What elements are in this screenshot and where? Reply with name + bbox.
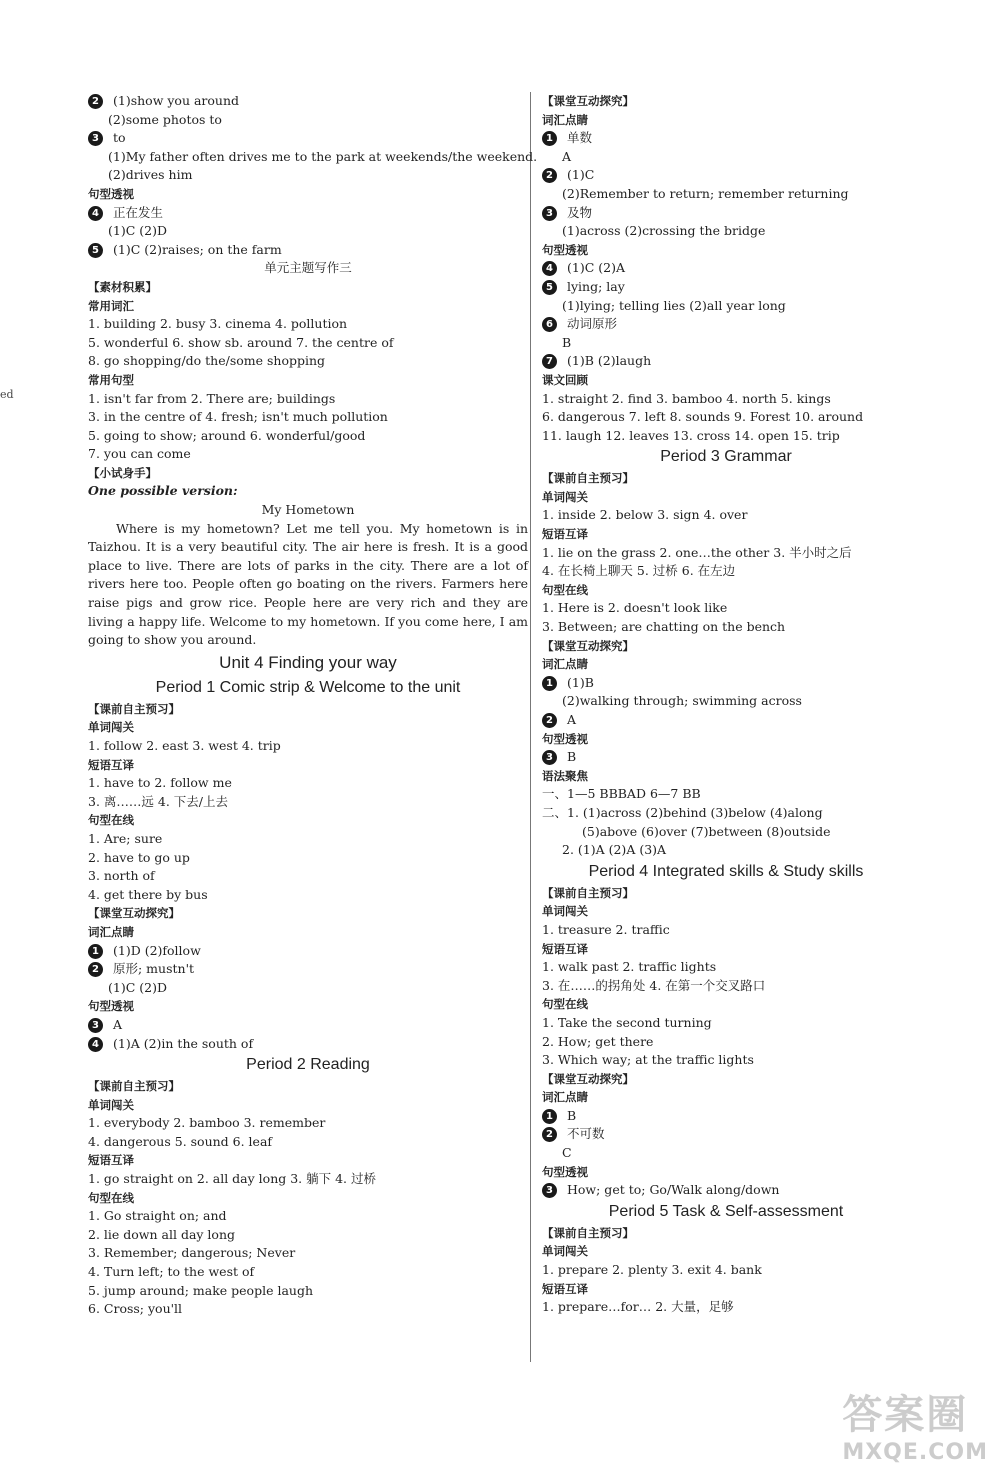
answer-line: 1. straight 2. find 3. bamboo 4. north 5. kings: [542, 390, 831, 406]
section-subheading: 句型在线: [542, 582, 588, 597]
answer-line: 1. Here is 2. doesn't look like: [542, 600, 728, 616]
section-subheading: 短语互译: [542, 1281, 588, 1296]
answer-line: 4. dangerous 5. sound 6. leaf: [88, 1133, 273, 1149]
number-badge-icon: 1: [542, 676, 557, 691]
answer-line: 5. wonderful 6. show sb. around 7. the centre of: [88, 334, 394, 350]
unit-title: Unit 4 Finding your way: [219, 652, 397, 672]
section-subheading: 句型透视: [542, 242, 588, 257]
answer-line: 1. Go straight on; and: [88, 1208, 227, 1224]
answer-line: 8. go shopping/do the/some shopping: [88, 353, 326, 369]
answer-subline: (1)C (2)D: [108, 223, 167, 239]
answer-item: [542, 1181, 910, 1200]
answer-text: How; get to; Go/Walk along/down: [567, 1182, 780, 1198]
answer-line: 4. Turn left; to the west of: [88, 1264, 255, 1280]
answer-line: 1. lie on the grass 2. one…the other 3. 半小时之后: [542, 544, 852, 560]
section-heading: 【课堂互动探究】: [542, 638, 634, 653]
section-heading: 【课前自主预习】: [542, 885, 634, 900]
number-badge-icon: 1: [88, 944, 103, 959]
answer-text: 原形; mustn't: [113, 961, 195, 977]
section-heading: 【素材积累】: [88, 279, 157, 294]
section-subheading: 短语互译: [88, 1153, 134, 1168]
answer-line: 1. follow 2. east 3. west 4. trip: [88, 738, 281, 753]
number-badge-icon: 4: [88, 206, 103, 221]
answer-subline: 2. (1)A (2)A (3)A: [562, 842, 667, 858]
answer-item: [542, 674, 910, 693]
section-subheading: 短语互译: [88, 757, 134, 772]
answer-item: [542, 129, 910, 148]
number-badge-icon: 3: [542, 1183, 557, 1198]
answer-item: [542, 352, 910, 371]
answer-text: (1)B (2)laugh: [567, 353, 652, 369]
number-badge-icon: 2: [88, 94, 103, 109]
section-heading: 【课前自主预习】: [542, 471, 634, 486]
answer-item: [542, 315, 910, 334]
answer-line: 1. everybody 2. bamboo 3. remember: [88, 1115, 326, 1131]
number-badge-icon: 3: [88, 131, 103, 146]
number-badge-icon: 7: [542, 354, 557, 369]
answer-item: [542, 748, 910, 767]
answer-item: [88, 129, 528, 148]
period-title: Period 1 Comic strip & Welcome to the unit: [155, 678, 461, 696]
number-badge-icon: 5: [88, 243, 103, 258]
section-subheading: 词汇点睛: [542, 1090, 588, 1105]
section-subheading: 短语互译: [542, 527, 588, 542]
number-badge-icon: 2: [542, 1127, 557, 1142]
answer-text: B: [567, 1107, 577, 1123]
answer-text: lying; lay: [567, 278, 625, 294]
answer-text: 动词原形: [567, 316, 618, 332]
answer-text: (1)C (2)A: [567, 260, 625, 276]
centered-title: 单元主题写作三: [264, 260, 352, 276]
answer-subline: C: [562, 1145, 572, 1161]
answer-line: 1. go straight on 2. all day long 3. 躺下 4. 过桥: [88, 1171, 376, 1187]
section-subheading: 句型在线: [542, 997, 588, 1012]
answer-subline: (1)C (2)D: [108, 979, 167, 995]
number-badge-icon: 2: [542, 168, 557, 183]
answer-line: 3. north of: [88, 868, 155, 884]
section-subheading: 常用句型: [88, 372, 134, 387]
answer-line: 6. Cross; you'll: [88, 1301, 183, 1317]
answer-text: (1)show you around: [113, 93, 240, 108]
answer-item: [542, 1125, 910, 1144]
answer-item: [542, 166, 910, 185]
answer-line: 二、1. (1)across (2)behind (3)below (4)along: [542, 804, 823, 820]
section-subheading: 句型透视: [88, 999, 134, 1014]
answer-item: [88, 942, 528, 961]
answer-item: [542, 711, 910, 730]
answer-item: [542, 204, 910, 223]
period-title: Period 3 Grammar: [660, 448, 792, 466]
number-badge-icon: 4: [88, 1037, 103, 1052]
answer-text: A: [113, 1016, 123, 1032]
section-subheading: 句型在线: [88, 1190, 134, 1205]
section-heading: 【课前自主预习】: [88, 701, 180, 716]
answer-subline: (1)across (2)crossing the bridge: [562, 223, 766, 239]
answer-line: 1. prepare 2. plenty 3. exit 4. bank: [542, 1262, 762, 1278]
answer-subline: B: [562, 334, 572, 350]
section-heading: 【小试身手】: [88, 465, 157, 480]
number-badge-icon: 2: [88, 962, 103, 977]
answer-subline: (2)some photos to: [108, 111, 222, 127]
section-heading: 【课前自主预习】: [88, 1079, 180, 1094]
centered-title: My Hometown: [261, 502, 355, 518]
section-subheading: 单词闯关: [88, 1097, 134, 1112]
number-badge-icon: 6: [542, 317, 557, 332]
section-heading: 【课堂互动探究】: [542, 1071, 634, 1086]
answer-item: [88, 1035, 528, 1054]
section-heading: 【课前自主预习】: [542, 1225, 634, 1240]
page-edge-text: ed: [0, 388, 14, 401]
section-subheading: 词汇点睛: [542, 112, 588, 127]
answer-text: to: [113, 130, 126, 146]
section-subheading: 短语互译: [542, 941, 588, 956]
answer-subline: (2)walking through; swimming across: [562, 693, 802, 709]
answer-item: [88, 1016, 528, 1035]
answer-subline: (1)lying; telling lies (2)all year long: [562, 297, 786, 313]
column-divider: [530, 92, 531, 1362]
number-badge-icon: 4: [542, 261, 557, 276]
answer-line: 2. How; get there: [542, 1033, 654, 1049]
answer-text: A: [567, 712, 577, 727]
section-subheading: 课文回顾: [542, 372, 588, 387]
answer-text: 单数: [567, 130, 593, 146]
answer-subline: (2)drives him: [108, 167, 193, 183]
section-heading: 【课堂互动探究】: [88, 906, 180, 921]
answer-text: 及物: [567, 204, 593, 220]
watermark: [842, 1383, 988, 1465]
answer-line: 3. 离……远 4. 下去/上去: [88, 793, 228, 809]
number-badge-icon: 1: [542, 1109, 557, 1124]
answer-subline: (2)Remember to return; remember returning: [562, 185, 849, 201]
answer-line: 3. Remember; dangerous; Never: [88, 1245, 296, 1261]
answer-line: 6. dangerous 7. left 8. sounds 9. Forest 10. around: [542, 409, 864, 425]
period-title: Period 4 Integrated skills & Study skills: [588, 862, 864, 880]
answer-line: 11. laugh 12. leaves 13. cross 14. open 15. trip: [542, 427, 840, 443]
section-subheading: 词汇点睛: [542, 657, 588, 672]
answer-text: 不可数: [567, 1126, 605, 1142]
answer-line: 7. you can come: [88, 446, 191, 462]
watermark-url: MXQE.COM: [842, 1440, 988, 1465]
answer-line: 5. jump around; make people laugh: [88, 1282, 313, 1298]
answer-line: 一、1—5 BBBAD 6—7 BB: [542, 786, 701, 802]
answer-item: [88, 960, 528, 979]
answer-subline: (5)above (6)over (7)between (8)outside: [582, 823, 831, 839]
section-subheading: 句型透视: [542, 731, 588, 746]
answer-text: (1)B: [567, 674, 594, 690]
answer-item: [88, 92, 528, 111]
answer-line: 1. have to 2. follow me: [88, 775, 232, 791]
number-badge-icon: 3: [542, 750, 557, 765]
answer-item: [88, 241, 528, 260]
answer-text: (1)D (2)follow: [113, 942, 201, 958]
number-badge-icon: 5: [542, 280, 557, 295]
answer-line: 1. isn't far from 2. There are; buildings: [88, 390, 336, 406]
answer-line: 2. lie down all day long: [88, 1226, 236, 1242]
answer-line: 1. walk past 2. traffic lights: [542, 959, 717, 975]
section-subheading: 单词闯关: [542, 904, 588, 919]
number-badge-icon: 1: [542, 131, 557, 146]
answer-line: 1. inside 2. below 3. sign 4. over: [542, 507, 748, 523]
section-subheading: 单词闯关: [88, 720, 134, 735]
answer-line: 3. 在……的拐角处 4. 在第一个交叉路口: [542, 977, 766, 993]
sample-label: One possible version:: [88, 483, 238, 499]
answer-text: B: [567, 749, 577, 765]
answer-line: 1. Take the second turning: [542, 1014, 712, 1030]
answer-line: 1. treasure 2. traffic: [542, 921, 670, 937]
answer-item: [542, 278, 910, 297]
answer-subline: (1)My father often drives me to the park at weekends/the weekend.: [108, 148, 538, 164]
answer-line: 1. building 2. busy 3. cinema 4. pollution: [88, 316, 348, 332]
answer-line: 3. Which way; at the traffic lights: [542, 1052, 754, 1068]
period-title: Period 2 Reading: [246, 1056, 370, 1074]
number-badge-icon: 3: [542, 206, 557, 221]
section-subheading: 常用词汇: [88, 298, 134, 313]
answer-text: 正在发生: [113, 204, 164, 220]
answer-item: [542, 259, 910, 278]
answer-line: 1. prepare…for… 2. 大量，足够: [542, 1299, 734, 1315]
section-subheading: 句型透视: [88, 186, 134, 201]
section-subheading: 句型透视: [542, 1164, 588, 1179]
number-badge-icon: 3: [88, 1018, 103, 1033]
section-subheading: 单词闯关: [542, 1244, 588, 1259]
right-column: [542, 92, 910, 1317]
answer-line: 4. 在长椅上聊天 5. 过桥 6. 在左边: [542, 563, 736, 579]
section-subheading: 词汇点睛: [88, 924, 134, 939]
sample-essay: Where is my hometown? Let me tell you. My hometown is in Taizhou. It is a very beautiful city. The air here is fresh. It is a good place to live. There are lots of parks in the city. There are a lot of rivers here too. People often go boating on the rivers. Farmers here raise pigs and grow rice. People here are very rich and they are living a happy life. Welcome to my hometown. If you come here, I am going to show you around.: [88, 520, 528, 648]
answer-line: 2. have to go up: [88, 849, 190, 865]
answer-item: [88, 204, 528, 223]
answer-line: 3. in the centre of 4. fresh; isn't much pollution: [88, 409, 388, 425]
period-title: Period 5 Task & Self-assessment: [608, 1202, 844, 1220]
answer-text: (1)A (2)in the south of: [113, 1035, 254, 1051]
section-subheading: 语法聚焦: [542, 768, 588, 783]
section-subheading: 单词闯关: [542, 489, 588, 504]
number-badge-icon: 2: [542, 713, 557, 728]
answer-line: 1. Are; sure: [88, 830, 163, 846]
answer-item: [542, 1107, 910, 1126]
answer-subline: A: [562, 148, 572, 164]
watermark-logo-text: 答案圈: [842, 1392, 969, 1438]
answer-text: (1)C: [567, 167, 595, 183]
answer-line: 3. Between; are chatting on the bench: [542, 619, 786, 635]
left-column: [88, 92, 538, 1319]
answer-line: 4. get there by bus: [88, 886, 208, 902]
answer-text: (1)C (2)raises; on the farm: [113, 241, 282, 257]
answer-line: 5. going to show; around 6. wonderful/good: [88, 427, 366, 443]
section-subheading: 句型在线: [88, 813, 134, 828]
section-heading: 【课堂互动探究】: [542, 94, 634, 108]
